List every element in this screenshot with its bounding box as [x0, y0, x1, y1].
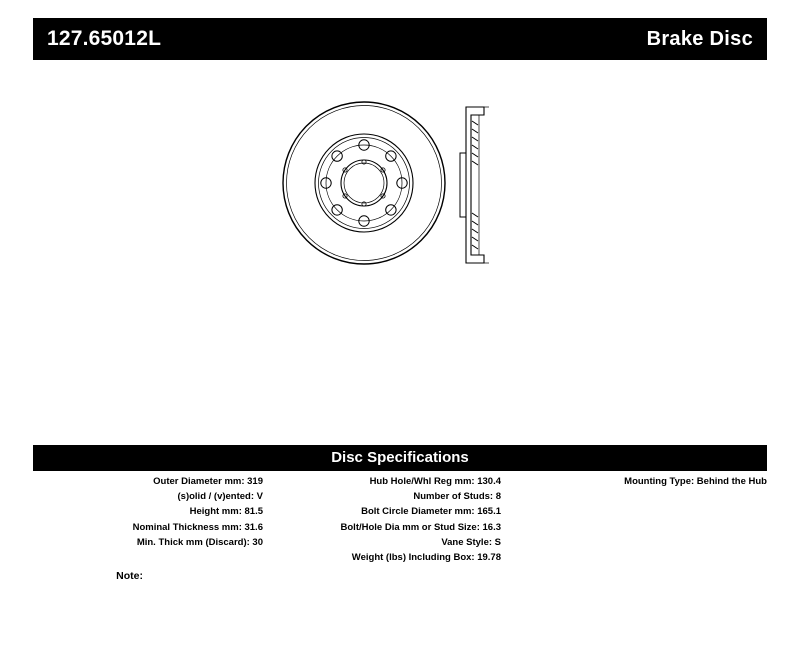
document-type-label: Brake Disc: [646, 27, 753, 50]
spec-columns: [33, 474, 767, 584]
spec-row: Mounting Type: Behind the Hub: [624, 476, 767, 487]
spec-row: Bolt/Hole Dia mm or Stud Size: 16.3: [340, 521, 501, 533]
note-section: [33, 570, 767, 582]
spec-row: Number of Studs: 8: [413, 491, 501, 503]
spec-title-bar: Disc Specifications: [33, 445, 767, 471]
spec-row: Nominal Thickness mm: 31.6: [132, 521, 263, 533]
spec-column-right: [509, 474, 767, 489]
spec-row: Min. Thick mm (Discard): 30: [136, 536, 263, 548]
spec-column-left: [33, 474, 263, 550]
spec-row: Weight (lbs) Including Box: 19.78: [351, 552, 501, 564]
technical-drawing: [270, 95, 540, 280]
spec-row: Hub Hole/Whl Reg mm: 130.4: [369, 476, 501, 487]
spec-row: Vane Style: S: [441, 536, 501, 548]
spec-row: Outer Diameter mm: 319: [153, 476, 263, 487]
header-bar: [33, 18, 767, 60]
spec-row: Height mm: 81.5: [189, 506, 263, 518]
spec-column-middle: [271, 474, 501, 565]
note-label: Note:: [116, 570, 143, 582]
part-number: 127.65012L: [47, 27, 162, 50]
brake-disc-cross-section: [460, 107, 489, 263]
brake-disc-front-view: [283, 102, 445, 264]
spec-row: Bolt Circle Diameter mm: 165.1: [361, 506, 501, 518]
spec-row: (s)olid / (v)ented: V: [177, 491, 263, 503]
